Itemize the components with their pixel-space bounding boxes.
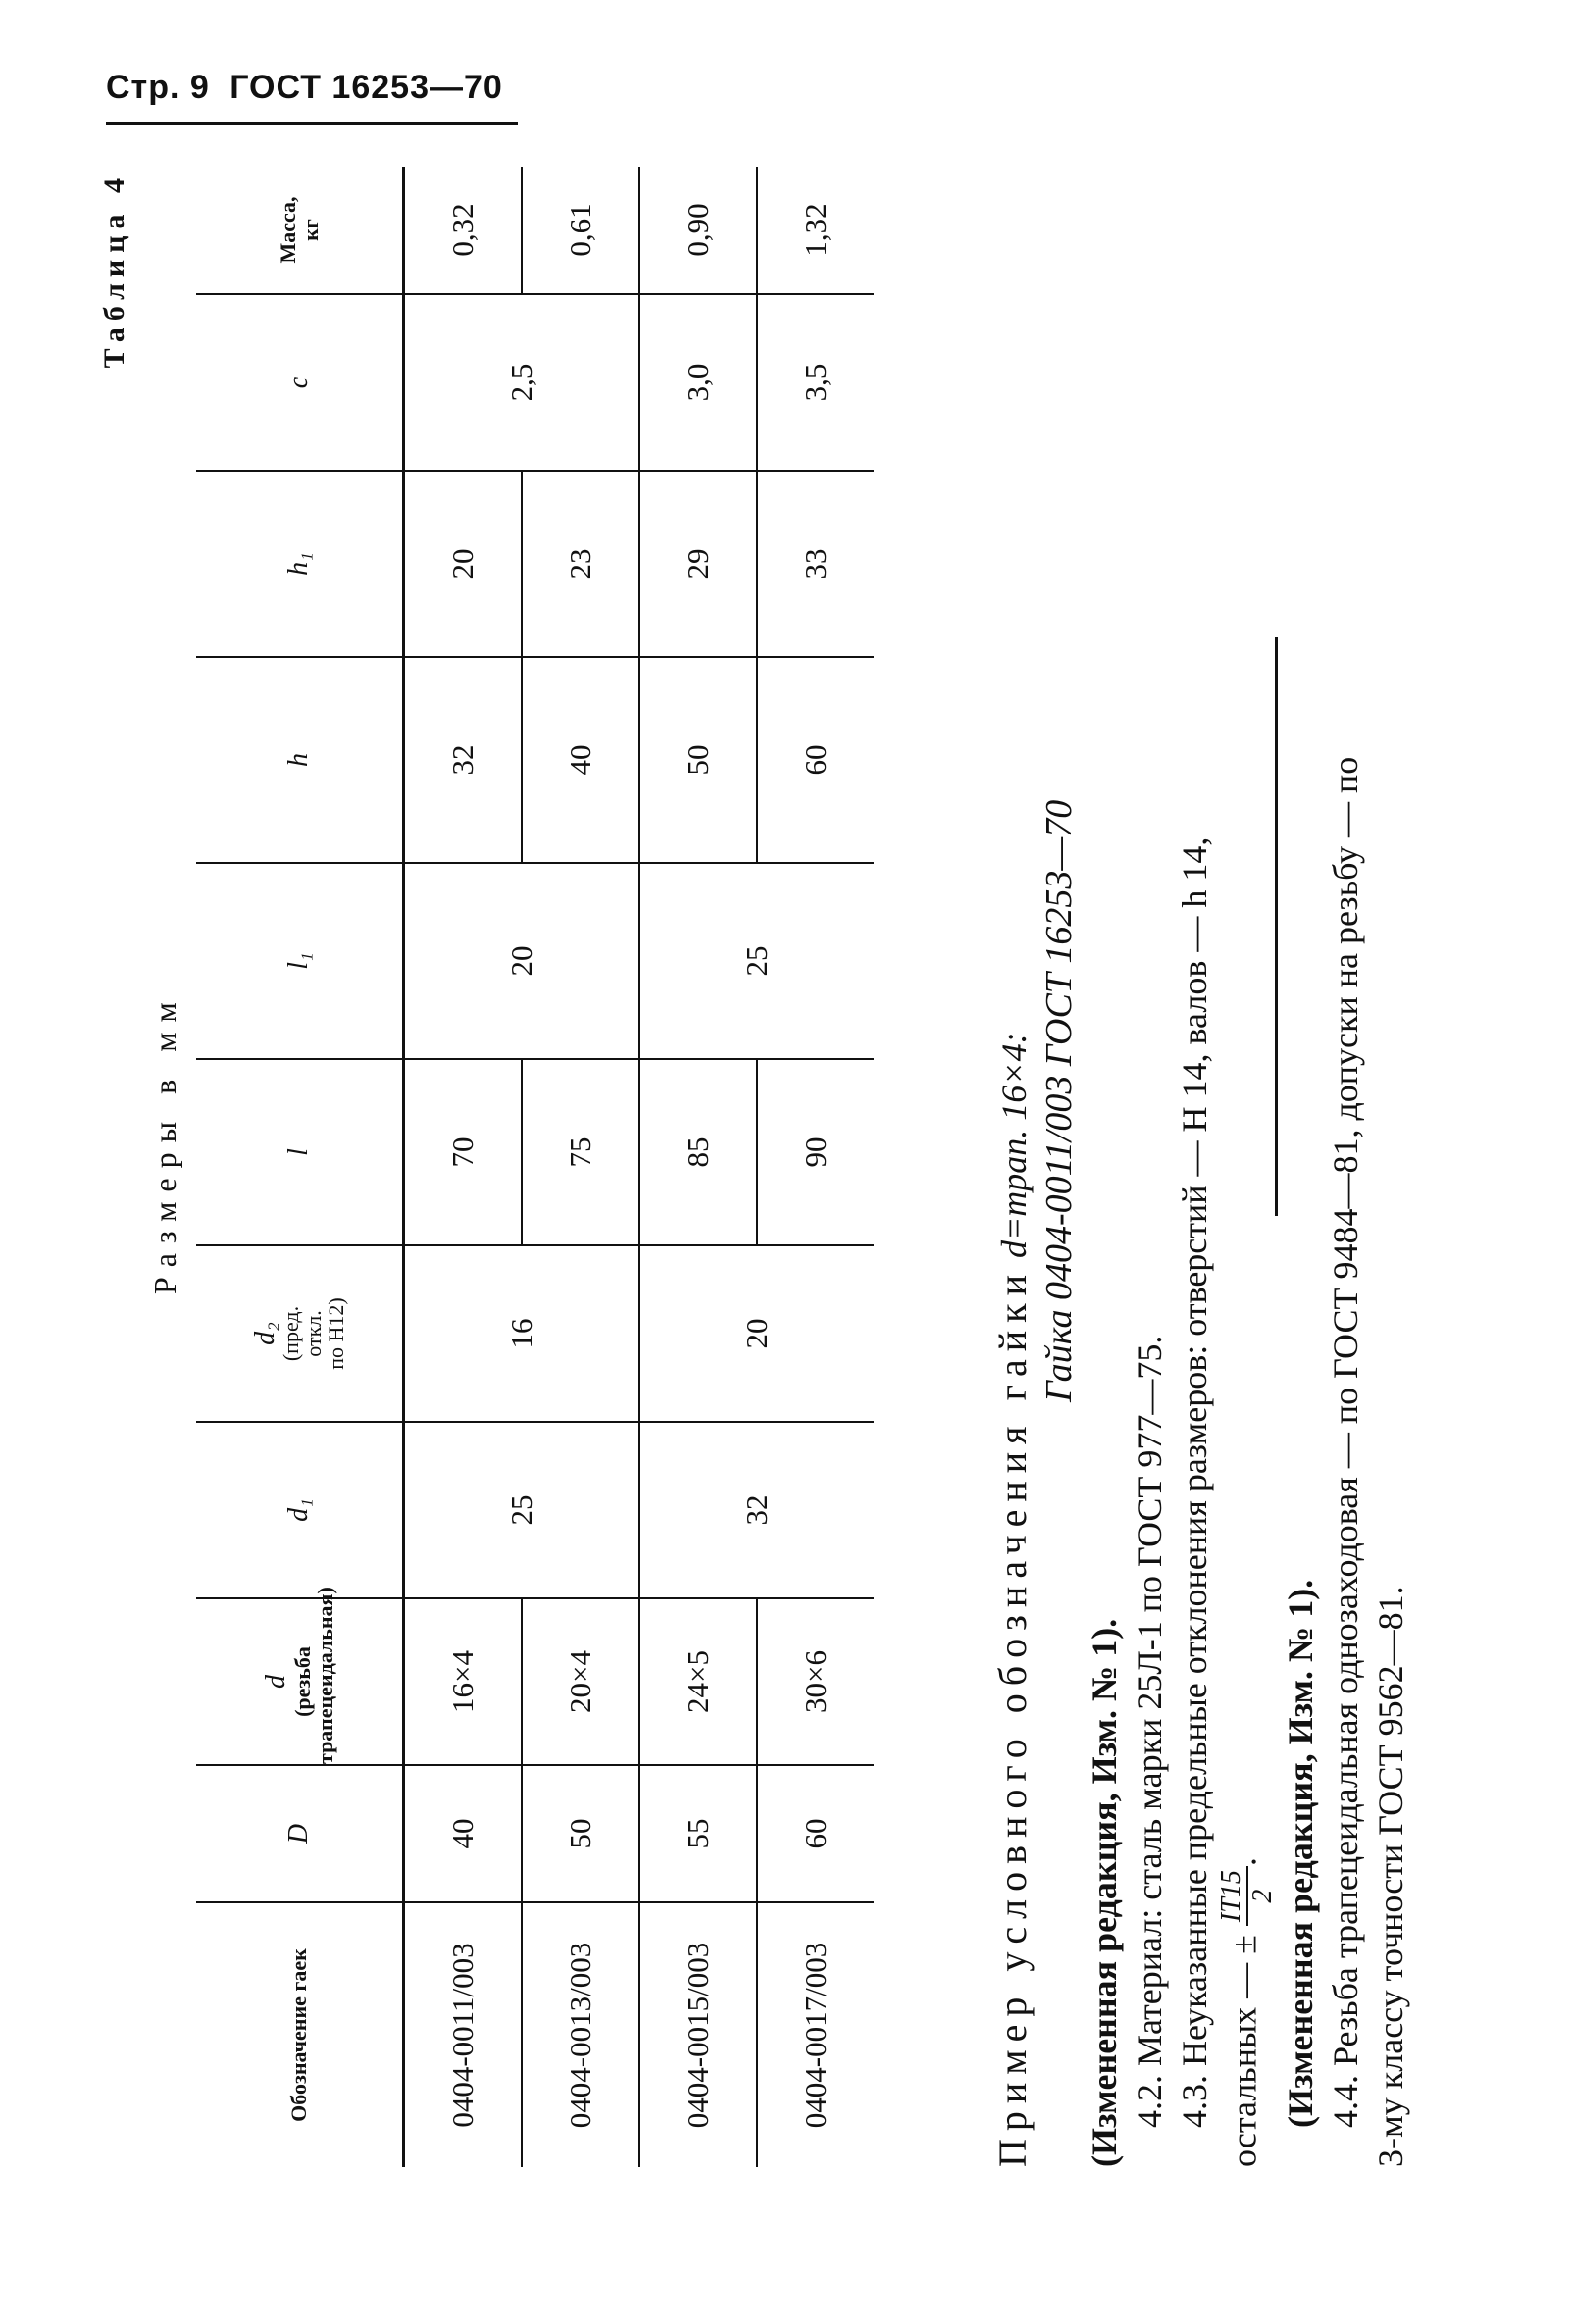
cell-l1: 25 xyxy=(639,863,874,1059)
revision-note-1: (Измененная редакция, Изм. № 1). xyxy=(1085,1618,1124,2167)
col-d: d (резьба трапецеидальная) xyxy=(196,1598,404,1765)
header-rule xyxy=(106,122,518,125)
page-number: Стр. 9 xyxy=(106,69,210,106)
cell-designation: 0404-0013/003 xyxy=(522,1902,639,2167)
cell-D: 60 xyxy=(757,1765,874,1902)
example-line xyxy=(990,167,1037,2167)
col-d2: d₂ (пред. откл. по H12) xyxy=(196,1245,404,1422)
revision-note-2: (Измененная редакция, Изм. № 1). xyxy=(1281,1579,1320,2128)
table-row xyxy=(639,167,757,2167)
cell-d: 30×6 xyxy=(757,1598,874,1765)
cell-h1: 23 xyxy=(522,471,639,657)
tolerance-fraction: IT15 2 xyxy=(1217,1866,1278,1926)
col-l1: l₁ xyxy=(196,863,404,1059)
cell-mass: 0,90 xyxy=(639,167,757,294)
col-D: D xyxy=(196,1765,404,1902)
cell-d1: 32 xyxy=(639,1422,874,1598)
col-d-desc: (резьба трапецеидальная) xyxy=(289,1587,337,1764)
col-designation: Обозначение гаек xyxy=(196,1902,404,2167)
thread-note-cont: 3-му классу точности ГОСТ 9562—81. xyxy=(1371,1586,1410,2167)
table-row xyxy=(404,167,523,2167)
table-caption: Таблица 4 xyxy=(98,172,130,369)
units-label: Размеры в мм xyxy=(147,992,182,1294)
tolerances-rest: остальных — ± IT15 2 . xyxy=(1216,1857,1278,2167)
cell-designation: 0404-0017/003 xyxy=(798,1942,833,2129)
cell-l: 70 xyxy=(404,1059,523,1245)
col-d1: d₁ xyxy=(196,1422,404,1598)
cell-mass: 0,61 xyxy=(522,167,639,294)
example-designation: Гайка 0404-0011/003 ГОСТ 16253—70 xyxy=(1039,799,1080,1402)
col-c: c xyxy=(196,294,404,471)
cell-l: 90 xyxy=(757,1059,874,1245)
rotated-content xyxy=(0,167,1410,2324)
cell-designation: 0404-0011/003 xyxy=(404,1902,523,2167)
cell-l1: 20 xyxy=(404,863,640,1059)
col-h1: h₁ xyxy=(196,471,404,657)
cell-d1: 25 xyxy=(404,1422,640,1598)
cell-l: 75 xyxy=(522,1059,639,1245)
cell-mass: 1,32 xyxy=(757,167,874,294)
cell-mass: 0,32 xyxy=(404,167,523,294)
cell-d2: 16 xyxy=(404,1245,640,1422)
cell-c: 2,5 xyxy=(404,294,640,471)
cell-c: 3,0 xyxy=(639,294,757,471)
standard-title: ГОСТ 16253—70 xyxy=(229,69,503,106)
cell-d: 24×5 xyxy=(639,1598,757,1765)
col-l: l xyxy=(196,1059,404,1245)
cell-h1: 33 xyxy=(757,471,874,657)
end-rule xyxy=(1275,637,1278,1216)
cell-designation: 0404-0015/003 xyxy=(639,1902,757,2167)
example-formula: d=трап. 16×4: xyxy=(994,1032,1034,1259)
cell-h: 32 xyxy=(404,657,523,863)
material-note: 4.2. Материал: сталь марки 25Л-1 по ГОСТ 977—75. xyxy=(1130,1335,1169,2128)
cell-D: 40 xyxy=(404,1765,523,1902)
cell-h1: 29 xyxy=(639,471,757,657)
cell-c: 3,5 xyxy=(757,294,874,471)
page-header xyxy=(106,69,518,107)
cell-h: 40 xyxy=(522,657,639,863)
cell-d: 16×4 xyxy=(404,1598,523,1765)
cell-h: 50 xyxy=(639,657,757,863)
table-header-row xyxy=(196,167,404,2167)
cell-l: 85 xyxy=(639,1059,757,1245)
cell-h1: 20 xyxy=(404,471,523,657)
cell-D: 55 xyxy=(639,1765,757,1902)
table-row xyxy=(757,167,874,2167)
col-h: h xyxy=(196,657,404,863)
col-mass: Масса, кг xyxy=(196,167,404,294)
tolerances-note: 4.3. Неуказанные предельные отклонения размеров: отверстий — H 14, валов — h 14, xyxy=(1175,836,1214,2128)
cell-d: 20×4 xyxy=(522,1598,639,1765)
cell-h: 60 xyxy=(757,657,874,863)
cell-d2: 20 xyxy=(639,1245,874,1422)
thread-note: 4.4. Резьба трапецеидальная однозаходовая — по ГОСТ 9484—81, допуски на резьбу — по xyxy=(1326,756,1365,2128)
example-intro: Пример условного обозначения гайки xyxy=(990,1267,1035,2167)
dimensions-table xyxy=(196,167,874,2167)
cell-D: 50 xyxy=(522,1765,639,1902)
notes-section xyxy=(990,167,1413,2167)
